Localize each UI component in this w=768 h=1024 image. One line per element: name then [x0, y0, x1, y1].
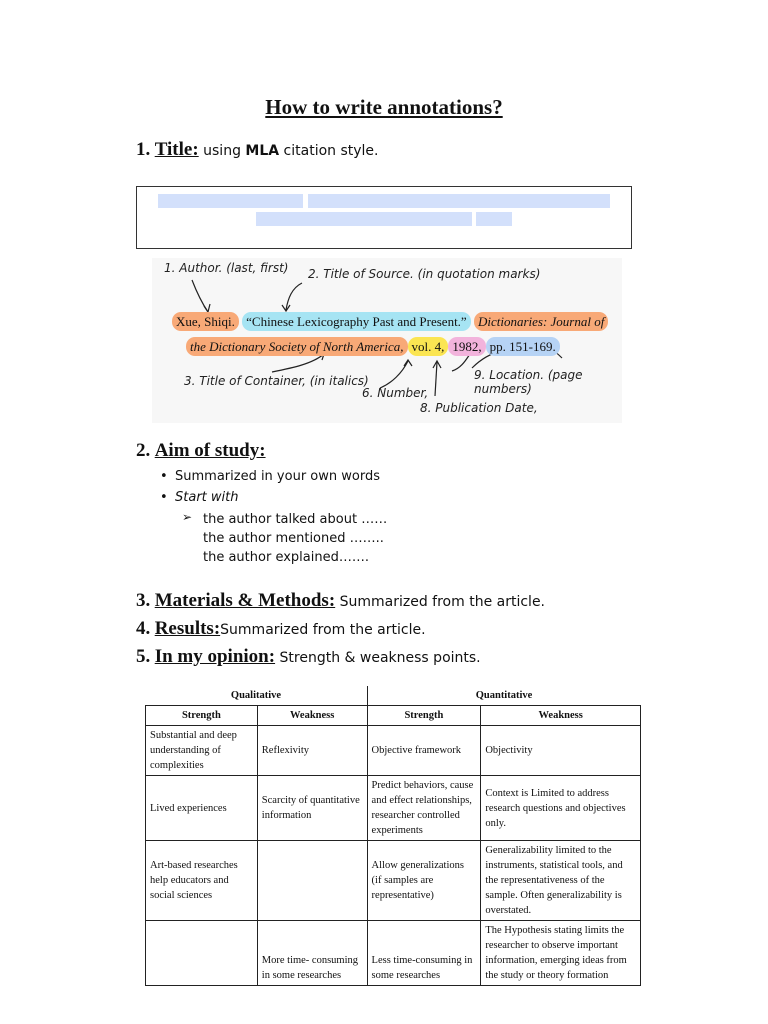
- label-title-of-source: 2. Title of Source. (in quotation marks): [308, 267, 541, 281]
- section-number: 2.: [136, 440, 151, 461]
- section-text: Summarized from the article.: [335, 594, 546, 610]
- citation-volume: vol. 4,: [408, 337, 449, 356]
- mla-diagram: [152, 258, 622, 423]
- section-title: [136, 139, 379, 161]
- table-cell: Art-based researches help educators and social sciences: [146, 841, 258, 921]
- table-cell: Allow generalizations (if samples are representative): [367, 841, 481, 921]
- table-cell: [257, 841, 367, 921]
- table-row: [146, 726, 641, 776]
- list-item: the author mentioned ……..: [203, 531, 384, 546]
- column-header: Strength: [146, 706, 258, 726]
- table-cell: [146, 921, 258, 986]
- section-heading: In my opinion:: [154, 646, 276, 667]
- section-heading: Aim of study:: [154, 440, 266, 461]
- table-row: [146, 921, 641, 986]
- citation-pages: pp. 151-169.: [486, 337, 560, 356]
- table-cell: Objectivity: [481, 726, 641, 776]
- list-item: • Summarized in your own words: [157, 466, 380, 487]
- table-cell: Generalizability limited to the instruments, statistical tools, and the representativeness of the sample. Often generalizability is overstated.: [481, 841, 641, 921]
- sub-list: [203, 510, 387, 567]
- citation-year: 1982,: [448, 337, 485, 356]
- section-opinion: [136, 646, 481, 668]
- section-results: [136, 618, 426, 640]
- table-header-row: [146, 706, 641, 726]
- section-text-pre: using: [198, 143, 246, 159]
- highlight-bar: [308, 194, 610, 208]
- column-header: Weakness: [257, 706, 367, 726]
- table-cell: Scarcity of quantitative information: [257, 776, 367, 841]
- section-number: 1.: [136, 139, 151, 160]
- table-cell: Context is Limited to address research questions and objectives only.: [481, 776, 641, 841]
- table-row: [146, 776, 641, 841]
- section-number: 4.: [136, 618, 151, 639]
- group-header-quantitative: Quantitative: [367, 686, 640, 706]
- group-header-qualitative: Qualitative: [146, 686, 368, 706]
- citation-box: [136, 186, 632, 249]
- list-item: • Start with: [157, 487, 380, 508]
- section-heading: Title:: [154, 139, 199, 160]
- column-header: Weakness: [481, 706, 641, 726]
- table-cell: Predict behaviors, cause and effect relationships, researcher controlled experiments: [367, 776, 481, 841]
- comparison-table: [145, 686, 641, 986]
- section-aim: [136, 440, 266, 462]
- table-cell: Less time-consuming in some researches: [367, 921, 481, 986]
- label-number: 6. Number,: [362, 386, 429, 400]
- section-text: Summarized from the article.: [220, 622, 426, 638]
- highlight-bar: [476, 212, 512, 226]
- citation-line-1: [172, 314, 608, 330]
- section-heading: Results:: [154, 618, 221, 639]
- citation-author: Xue, Shiqi.: [172, 312, 239, 331]
- table-cell: Lived experiences: [146, 776, 258, 841]
- highlight-bar: [256, 212, 472, 226]
- list-item: the author talked about ……: [203, 512, 388, 527]
- highlight-bar: [158, 194, 303, 208]
- table-cell: Substantial and deep understanding of complexities: [146, 726, 258, 776]
- table-cell: More time- consuming in some researches: [257, 921, 367, 986]
- section-text: Strength & weakness points.: [275, 650, 481, 666]
- section-number: 5.: [136, 646, 151, 667]
- table-cell: The Hypothesis stating limits the researcher to observe important information, emerging ideas from the study or theory formation: [481, 921, 641, 986]
- label-author: 1. Author. (last, first): [164, 261, 289, 275]
- table-cell: Reflexivity: [257, 726, 367, 776]
- table-cell: Objective framework: [367, 726, 481, 776]
- citation-title: “Chinese Lexicography Past and Present.”: [242, 312, 471, 331]
- citation-line-2: [186, 339, 560, 355]
- list-item: the author explained…….: [203, 550, 369, 565]
- label-publication-date: 8. Publication Date,: [420, 401, 538, 415]
- label-title-of-container: 3. Title of Container, (in italics): [184, 374, 369, 388]
- arrow-bullet-icon: ➢: [182, 510, 193, 524]
- section-heading: Materials & Methods:: [154, 590, 336, 611]
- aim-bullet-list: [157, 466, 380, 508]
- section-text-post: citation style.: [279, 143, 379, 159]
- section-number: 3.: [136, 590, 151, 611]
- column-header: Strength: [367, 706, 481, 726]
- label-location: 9. Location. (page numbers): [474, 368, 583, 396]
- page-title: How to write annotations?: [265, 95, 503, 119]
- citation-container-2: the Dictionary Society of North America,: [186, 337, 408, 356]
- citation-container-1: Dictionaries: Journal of: [474, 312, 608, 331]
- section-materials: [136, 590, 545, 612]
- table-group-header-row: [146, 686, 641, 706]
- table-row: [146, 841, 641, 921]
- section-text-bold: MLA: [245, 143, 280, 159]
